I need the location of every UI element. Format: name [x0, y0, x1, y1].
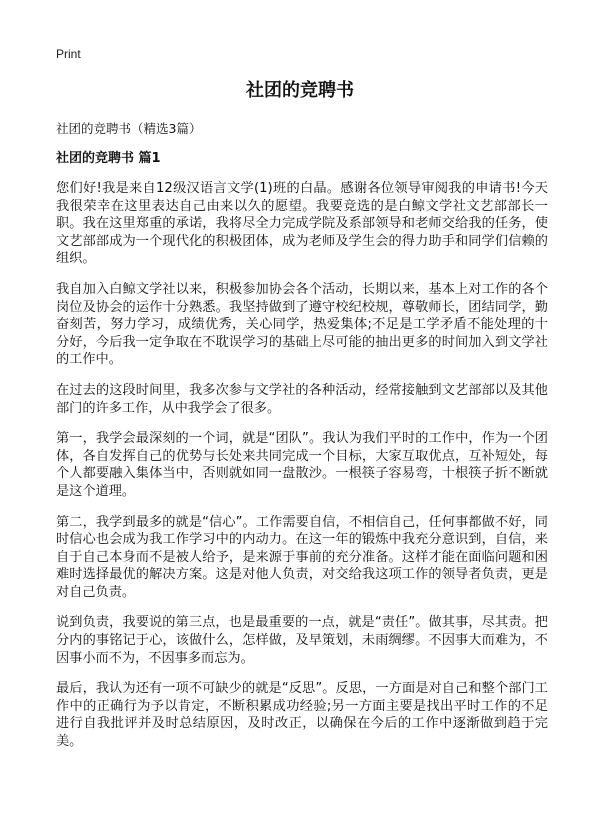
document-body — [56, 180, 548, 764]
document-title: 社团的竞聘书 — [246, 80, 354, 101]
paragraph-6: 说到负责，我要说的第三点，也是最重要的一点，就是“责任”。做其事，尽其责。把分内的事铭记于心，该做什么，怎样做，及早策划，未雨绸缪。不因事大而难为，不因事小而不为，不因事多而忘为。 — [56, 615, 548, 666]
paragraph-3: 在过去的这段时间里，我多次参与文学社的各种活动，经常接触到文艺部部以及其他部门的许多工作，从中我学会了很多。 — [56, 382, 548, 416]
paragraph-7: 最后，我认为还有一项不可缺少的就是“反思”。反思，一方面是对自己和整个部门工作中的正确行为予以肯定，不断积累成功经验;另一方面主要是找出平时工作的不足进行自我批评并及时总结原因，及时改正，以确保在今后的工作中逐渐做到趋于完美。 — [56, 681, 548, 750]
paragraph-4: 第一，我学会最深刻的一个词，就是“团队”。我认为我们平时的工作中，作为一个团体，各自发挥自己的优势与长处来共同完成一个目标，大家互取优点，互补短处，每个人都要融入集体当中，否则就如同一盘散沙。一根筷子容易弯，十根筷子折不断就是这个道理。 — [56, 431, 548, 499]
section-heading: 社团的竞聘书 篇1 — [56, 151, 161, 166]
paragraph-2: 我自加入白鲸文学社以来，积极参加协会各个活动，长期以来，基本上对工作的各个岗位及协会的运作十分熟悉。我坚持做到了遵守校纪校规，尊敬师长，团结同学，勤奋刻苦，努力学习，成绩优秀，关心同学，热爱集体;不足是工学矛盾不能处理的十分好，今后我一定争取在不耽误学习的基础上尽可能的抽出更多的时间加入到文学社的工作中。 — [56, 281, 548, 368]
print-link[interactable]: Print — [56, 47, 81, 61]
document-subtitle: 社团的竞聘书（精选3篇） — [56, 121, 202, 136]
paragraph-5: 第二，我学到最多的就是“信心”。工作需要自信，不相信自己，任何事都做不好，同时信心也会成为我工作学习中的内动力。在这一年的锻炼中我充分意识到，自信，来自于自己本身而不是被人给予，是来源于事前的充分准备。这样才能在面临问题和困难时选择最优的解决方案。这是对他人负责，对交给我这项工作的领导者负责，更是对自己负责。 — [56, 514, 548, 600]
paragraph-1: 您们好!我是来自12级汉语言文学(1)班的白晶。感谢各位领导审阅我的申请书!今天我很荣幸在这里表达自己由来以久的愿望。我要竞选的是白鲸文学社文艺部部长一职。我在这里郑重的承诺，我将尽全力完成学院及系部领导和老师交给我的任务，使文艺部部成为一个现代化的积极团体，成为老师及学生会的得力助手和同学们信赖的组织。 — [56, 181, 548, 267]
